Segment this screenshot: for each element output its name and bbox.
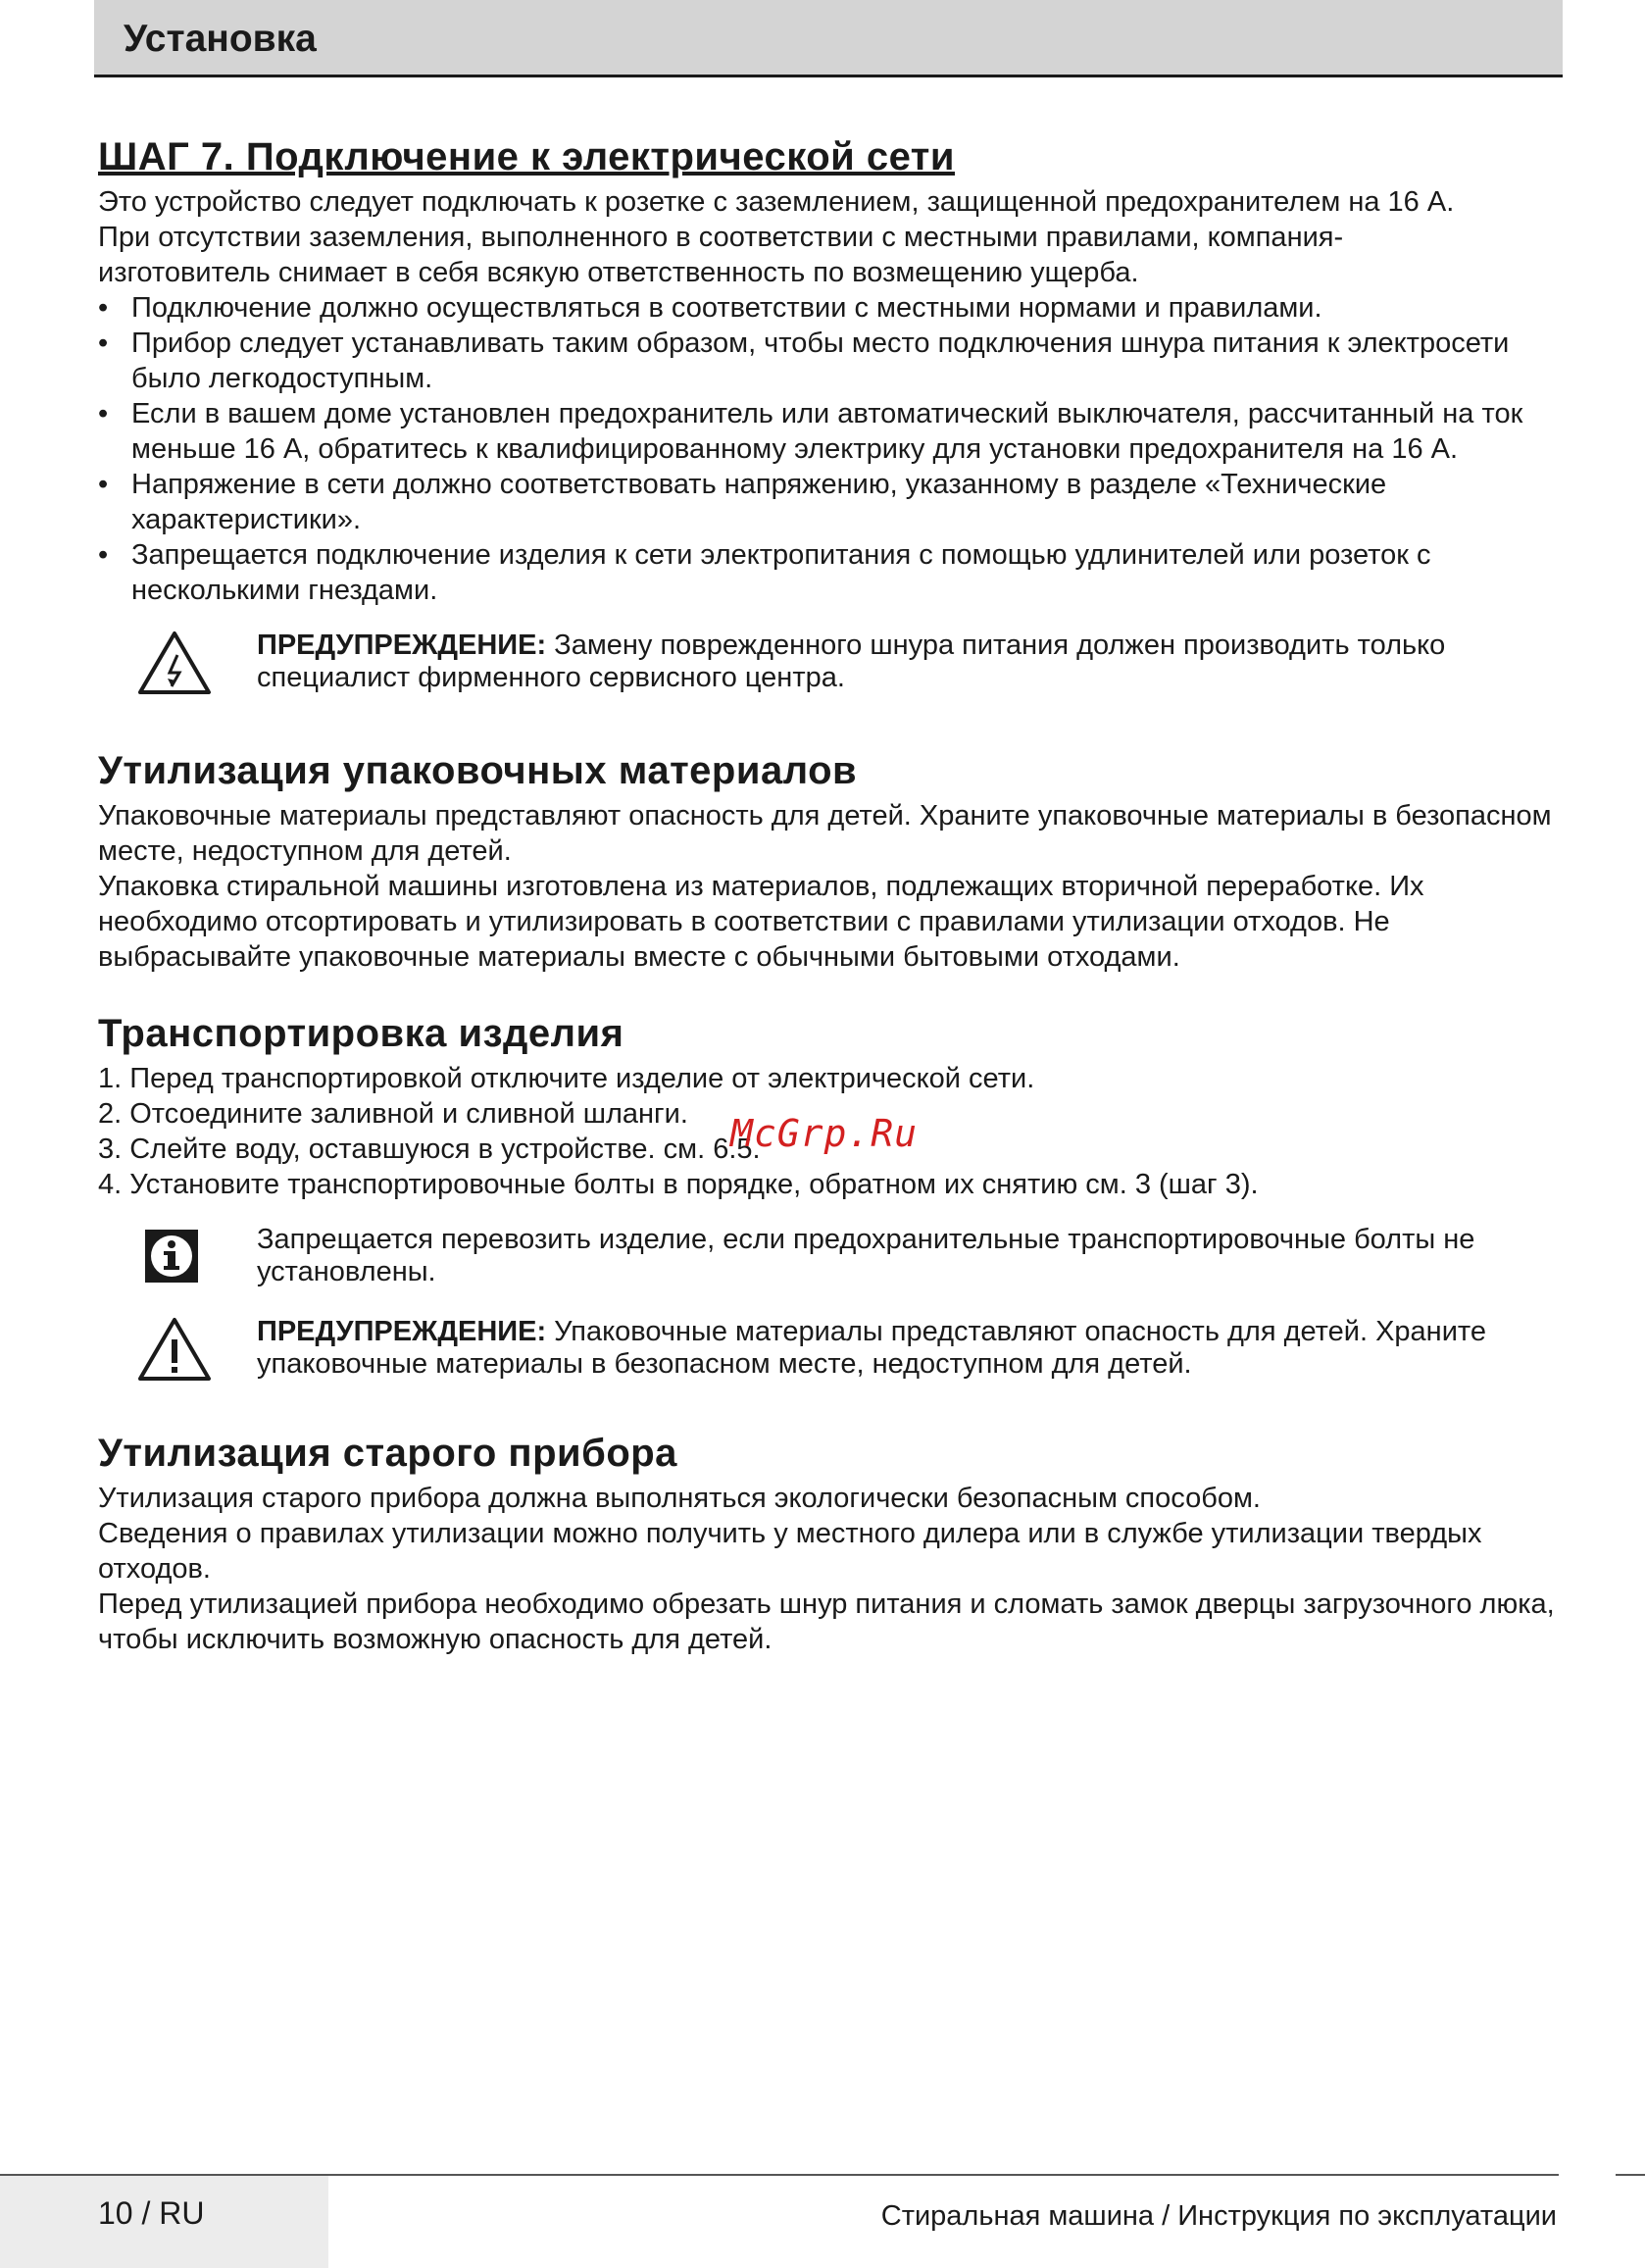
disposal-paragraph: Перед утилизацией прибора необходимо обрезать шнур питания и сломать замок дверцы загрузочного люка, чтобы исключить возможную опасность для детей.: [98, 1588, 1555, 1655]
packaging-title: Утилизация упаковочных материалов: [98, 749, 858, 792]
electric-hazard-icon: [137, 630, 212, 701]
info-text: Запрещается перевозить изделие, если предохранительные транспортировочные болты не установлены.: [257, 1224, 1475, 1287]
warning-icon: [137, 1316, 212, 1387]
footer-divider: [1616, 2174, 1645, 2176]
info-note: [98, 1224, 1569, 1300]
packaging-paragraph: Упаковочные материалы представляют опасность для детей. Храните упаковочные материалы в безопасном месте, недоступном для детей.: [98, 800, 1552, 867]
transport-section: [98, 1010, 1569, 1392]
transport-step: 1. Перед транспортировкой отключите изделие от электрической сети.: [98, 1063, 1035, 1094]
step7-title: ШАГ 7. Подключение к электрической сети: [98, 135, 955, 178]
list-item: • Напряжение в сети должно соответствовать напряжению, указанному в разделе «Технические характеристики».: [98, 467, 1569, 537]
disposal-title: Утилизация старого прибора: [98, 1432, 677, 1475]
page-content: [98, 133, 1569, 1657]
transport-step: 4. Установите транспортировочные болты в порядке, обратном их снятию см. 3 (шаг 3).: [98, 1169, 1259, 1200]
packaging-section: [98, 747, 1569, 975]
watermark: McGrp.Ru: [730, 1112, 919, 1155]
disposal-paragraph: Утилизация старого прибора должна выполняться экологически безопасным способом.: [98, 1483, 1261, 1514]
electric-warning-note: [98, 630, 1569, 706]
packaging-warning-note: [98, 1316, 1569, 1392]
header-bar: [94, 0, 1563, 77]
list-item: • Прибор следует устанавливать таким образом, чтобы место подключения шнура питания к электросети было легкодоступным.: [98, 326, 1569, 396]
disposal-paragraph: Сведения о правилах утилизации можно получить у местного дилера или в службе утилизации твердых отходов.: [98, 1518, 1482, 1585]
page-number: 10 / RU: [98, 2195, 205, 2231]
list-item: • Подключение должно осуществляться в соответствии с местными нормами и правилами.: [98, 290, 1569, 326]
transport-step: 2. Отсоедините заливной и сливной шланги.: [98, 1098, 688, 1130]
transport-title: Транспортировка изделия: [98, 1012, 624, 1055]
packaging-paragraph: Упаковка стиральной машины изготовлена из материалов, подлежащих вторичной переработке. Их необходимо отсортировать и утилизировать в соответствии с правилами утилизации отходов. Не выбрасывайте упаковочные материалы вместе с обычными бытовыми отходами.: [98, 871, 1424, 973]
warning-text: Замену поврежденного шнура питания должен производить только специалист фирменного сервисного центра.: [257, 630, 1446, 693]
header-title: Установка: [124, 18, 317, 60]
warning-label: ПРЕДУПРЕЖДЕНИЕ:: [257, 1316, 547, 1347]
disposal-section: [98, 1430, 1569, 1657]
step7-intro: Это устройство следует подключать к розетке с заземлением, защищенной предохранителем на 16 А. При отсутствии заземления, выполненного в соответствии с местными правилами, компания-изготовитель снимает в себя всякую ответственность по возмещению ущерба.: [98, 186, 1455, 288]
transport-step: 3. Слейте воду, оставшуюся в устройстве. см. 6.5.: [98, 1134, 761, 1165]
warning-label: ПРЕДУПРЕЖДЕНИЕ:: [257, 630, 547, 661]
warning-text: Упаковочные материалы представляют опасность для детей. Храните упаковочные материалы в безопасном месте, недоступном для детей.: [257, 1316, 1486, 1380]
step7-bullets: [98, 290, 1569, 608]
info-icon: [143, 1228, 200, 1289]
footer-text: Стиральная машина / Инструкция по эксплуатации: [880, 2200, 1557, 2232]
list-item: • Запрещается подключение изделия к сети электропитания с помощью удлинителей или розеток с несколькими гнездами.: [98, 537, 1569, 608]
list-item: • Если в вашем доме установлен предохранитель или автоматический выключателя, рассчитанный на ток меньше 16 А, обратитесь к квалифицированному электрику для установки предохранителя на 16 А.: [98, 396, 1569, 467]
